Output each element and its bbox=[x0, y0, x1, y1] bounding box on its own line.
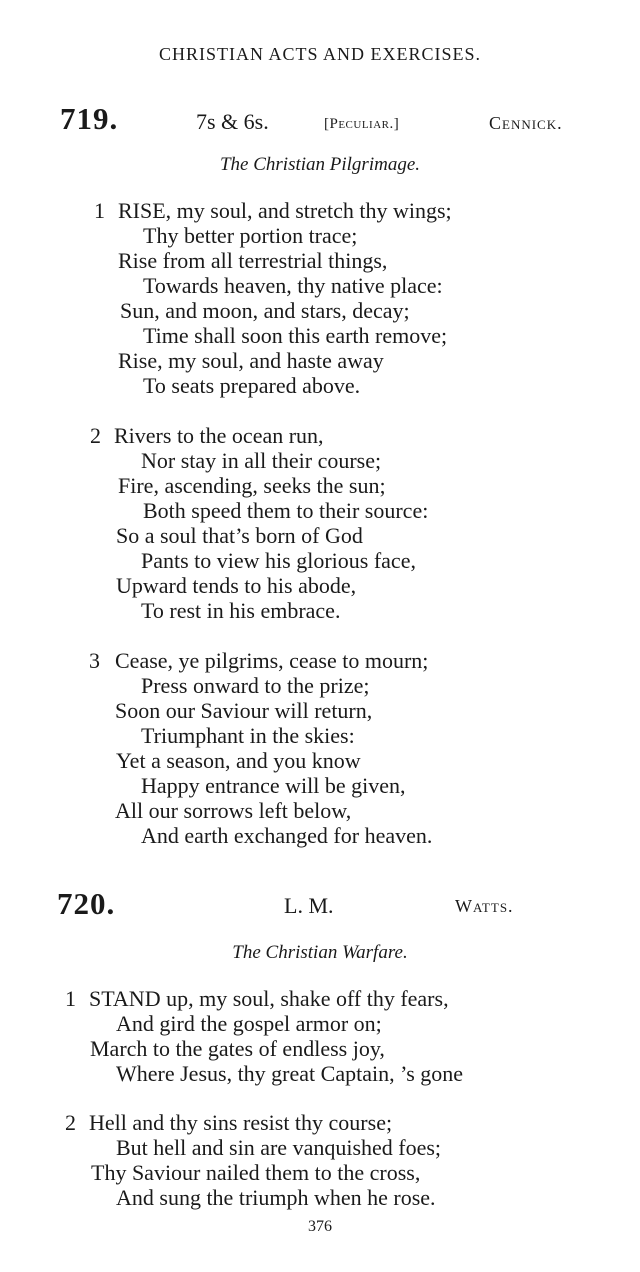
verse-line-text: Thy better portion trace; bbox=[143, 223, 358, 248]
verse-line-text: All our sorrows left below, bbox=[115, 798, 352, 823]
verse-line-text: Upward tends to his abode, bbox=[116, 573, 357, 598]
verse-line bbox=[0, 823, 640, 848]
verse-line-text: Towards heaven, thy native place: bbox=[143, 273, 443, 298]
hymn-title: The Christian Pilgrimage. bbox=[219, 154, 421, 175]
verse-line bbox=[0, 423, 640, 448]
verse-line bbox=[0, 648, 640, 673]
verse-line bbox=[0, 723, 640, 748]
verse-line bbox=[0, 798, 640, 823]
page-number: 376 bbox=[308, 1218, 332, 1235]
verse-line-text: Yet a season, and you know bbox=[116, 748, 361, 773]
verse-line bbox=[0, 573, 640, 598]
stanza bbox=[0, 1110, 640, 1210]
verse-line bbox=[0, 548, 640, 573]
verse-line bbox=[0, 198, 640, 223]
verse-line-text: Soon our Saviour will return, bbox=[115, 698, 373, 723]
stanza bbox=[0, 986, 640, 1086]
verse-line bbox=[0, 1110, 640, 1135]
verse-line bbox=[0, 698, 640, 723]
hymn-meter: 7s & 6s. bbox=[196, 109, 269, 134]
verse-line-text: To seats prepared above. bbox=[143, 373, 361, 398]
verse-line bbox=[0, 1135, 640, 1160]
verse-line bbox=[0, 1160, 640, 1185]
verse-line-text: Sun, and moon, and stars, decay; bbox=[120, 298, 410, 323]
verse-line-text: Rivers to the ocean run, bbox=[114, 423, 324, 448]
hymn-tune-note: [Peculiar.] bbox=[324, 116, 400, 132]
hymn-title: The Christian Warfare. bbox=[232, 942, 408, 963]
verse-line-text: Happy entrance will be given, bbox=[141, 773, 406, 798]
verse-line-text: Press onward to the prize; bbox=[141, 673, 370, 698]
hymn-author: Cennick. bbox=[489, 113, 563, 133]
hymn-header bbox=[0, 103, 640, 143]
stanza bbox=[0, 198, 640, 398]
verse-line-text: STAND up, my soul, shake off thy fears, bbox=[89, 986, 449, 1011]
verse-line-text: Nor stay in all their course; bbox=[141, 448, 382, 473]
verse-line-text: To rest in his embrace. bbox=[141, 598, 341, 623]
verse-line bbox=[0, 223, 640, 248]
stanza-number: 1 bbox=[65, 986, 76, 1011]
running-head: CHRISTIAN ACTS AND EXERCISES. bbox=[158, 44, 482, 64]
hymn-number: 719. bbox=[60, 101, 119, 136]
hymn-meter: L. M. bbox=[284, 893, 334, 918]
verse-line-text: Fire, ascending, seeks the sun; bbox=[118, 473, 386, 498]
verse-line-text: So a soul that’s born of God bbox=[116, 523, 363, 548]
verse-line-text: Both speed them to their source: bbox=[143, 498, 429, 523]
verse-line bbox=[0, 673, 640, 698]
verse-line bbox=[0, 598, 640, 623]
verse-line bbox=[0, 348, 640, 373]
verse-line bbox=[0, 273, 640, 298]
verse-line-text: Cease, ye pilgrims, cease to mourn; bbox=[115, 648, 429, 673]
verse-line-text: And gird the gospel armor on; bbox=[116, 1011, 382, 1036]
verse-line bbox=[0, 248, 640, 273]
verse-line-text: And sung the triumph when he rose. bbox=[116, 1185, 436, 1210]
verse-line-text: And earth exchanged for heaven. bbox=[141, 823, 433, 848]
verse-line bbox=[0, 1036, 640, 1061]
verse-line bbox=[0, 298, 640, 323]
verse-line-text: Rise, my soul, and haste away bbox=[118, 348, 384, 373]
verse-line-text: Time shall soon this earth remove; bbox=[143, 323, 448, 348]
verse-line-text: But hell and sin are vanquished foes; bbox=[116, 1135, 442, 1160]
verse-line bbox=[0, 1061, 640, 1086]
hymn-header bbox=[0, 888, 640, 928]
stanza bbox=[0, 648, 640, 848]
hymn-number: 720. bbox=[57, 886, 116, 921]
verse-line-text: RISE, my soul, and stretch thy wings; bbox=[118, 198, 452, 223]
verse-line-text: Hell and thy sins resist thy course; bbox=[89, 1110, 393, 1135]
verse-line-text: Rise from all terrestrial things, bbox=[118, 248, 388, 273]
hymn-author: Watts. bbox=[455, 896, 514, 916]
verse-line bbox=[0, 1185, 640, 1210]
verse-line-text: Thy Saviour nailed them to the cross, bbox=[91, 1160, 421, 1185]
verse-line bbox=[0, 323, 640, 348]
verse-line-text: Pants to view his glorious face, bbox=[141, 548, 416, 573]
stanza-number: 2 bbox=[90, 423, 101, 448]
stanza-number: 2 bbox=[65, 1110, 76, 1135]
stanza-number: 1 bbox=[94, 198, 105, 223]
verse-line bbox=[0, 748, 640, 773]
verse-line-text: Where Jesus, thy great Captain, ’s gone bbox=[116, 1061, 464, 1086]
stanza-number: 3 bbox=[89, 648, 100, 673]
stanza bbox=[0, 423, 640, 623]
verse-line bbox=[0, 498, 640, 523]
verse-line bbox=[0, 986, 640, 1011]
verse-line bbox=[0, 1011, 640, 1036]
verse-line-text: March to the gates of endless joy, bbox=[90, 1036, 385, 1061]
verse-line bbox=[0, 773, 640, 798]
verse-line bbox=[0, 473, 640, 498]
verse-line bbox=[0, 373, 640, 398]
verse-line bbox=[0, 448, 640, 473]
verse-line bbox=[0, 523, 640, 548]
verse-line-text: Triumphant in the skies: bbox=[141, 723, 355, 748]
